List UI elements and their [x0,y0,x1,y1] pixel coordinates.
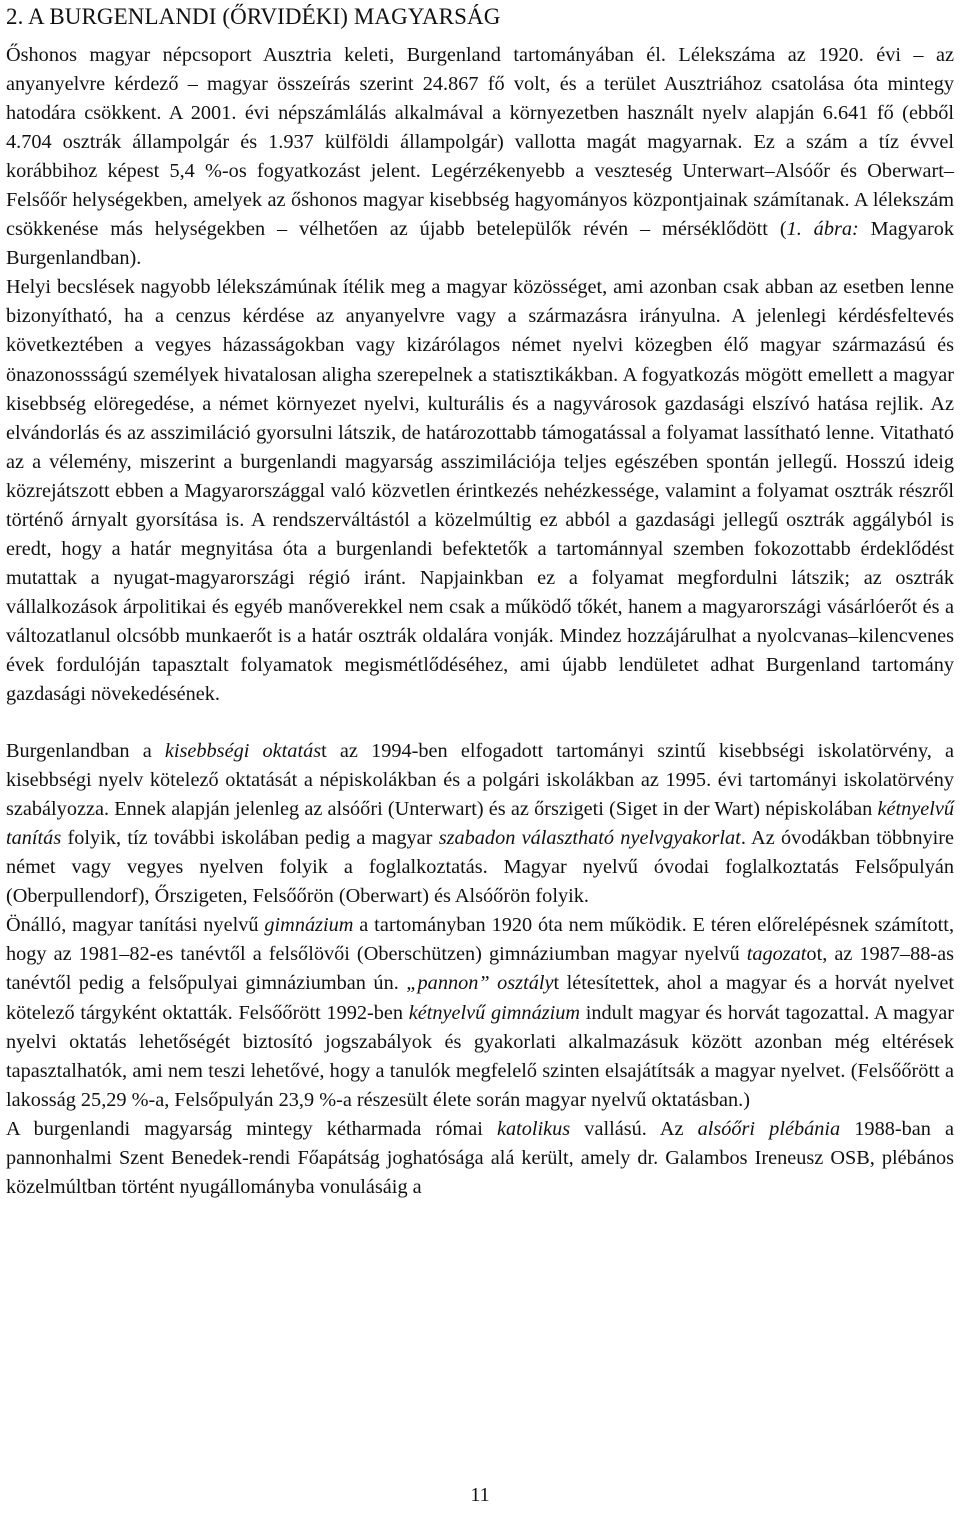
paragraph-religion [6,1115,954,1202]
italic-text-run: kétnyelvű gimnázium [408,1001,581,1024]
text-run: Magyarok Burgenlandban). [6,218,955,270]
italic-text-run: katolikus [496,1117,571,1140]
text-run: vallású. Az [570,1117,698,1140]
italic-text-run: tagozat [746,943,807,966]
document-page [6,0,954,1202]
text-run: 1988-ban a pannonhalmi Szent Benedek-rendi Főapátság joghatósága alá került, amely dr. Galambos Ireneusz OSB, plébános közelmúltban történt nyugállományba vonulásáig a [6,1117,955,1198]
paragraph-assimilation [6,273,954,709]
italic-text-run: kisebbségi oktatás [164,740,322,763]
text-run: t létesítettek, ahol a magyar és a horvát nyelvet kötelező tárgyként oktatták. Felsőőrött 1992-ben [6,972,954,1024]
text-run: a tartományban 1920 óta nem működik. E téren előrelépésnek számított, hogy az 1981–82-es tanévtől a felsőlövői (Oberschützen) gimnáziumban magyar nyelvű [6,914,955,966]
italic-text-run: gimnázium [264,914,354,937]
text-run: indult magyar és horvát tagozattal. A magyar nyelvi oktatás lehetőségét biztosító jogszabályok és gyakorlati alkalmazásuk között azonban még eltérések tapasztalhatók, ami nem teszi lehetővé, hogy a tanulók megfelelő szinten elsajátítsák a magyar nyelvet. (Felsőőrött a lakosság 25,29 %-a, Felsőpulyán 23,9 %-a részesült élete során magyar nyelvű oktatásban.) [6,1001,954,1111]
paragraph-gap [6,709,954,737]
text-run: . Az óvodákban többnyire német vagy vegyes nyelven folyik a foglalkoztatás. Magyar nyelvű óvodai foglalkoztatás Felsőpulyán (Oberpullendorf), Őrszigeten, Felsőőrön (Oberwart) és Alsóőrön folyik. [6,827,954,908]
text-run: A burgenlandi magyarság mintegy kétharmada római [6,1117,497,1140]
text-run: Burgenlandban a [6,740,165,763]
paragraph-minority-education [6,737,954,911]
text-run: ot, az 1987–88-as tanévtől pedig a felsőpulyai gimnáziumban ún. [6,943,955,995]
italic-text-run: szabadon választható nyelvgyakorlat [438,827,741,850]
paragraph-gymnasium [6,911,954,1114]
italic-text-run: 1. ábra: [786,218,859,241]
section-heading: 2. A BURGENLANDI (ŐRVIDÉKI) MAGYARSÁG [6,4,501,29]
text-run: Önálló, magyar tanítási nyelvű [6,914,265,937]
italic-text-run: alsóőri plébánia [697,1117,841,1140]
text-run: Helyi becslések nagyobb lélekszámúnak ítélik meg a magyar közösséget, ami azonban csak abban az esetben lenne bizonyítható, ha a cenzus kérdése az anyanyelvre vagy a származásra irányulna. A jelenlegi kérdésfeltevés következtében a vegyes házasságokban vagy kizárólagos német nyelvi közegben élő magyar származású és önazonossságú személyek hivatalosan aligha szerepelnek a statisztikákban. A fogyatkozás mögött emellett a magyar kisebbség elöregedése, a német környezet nyelvi, kulturális és a nagyvárosok gazdasági elszívó hatása rejlik. Az elvándorlás és az asszimiláció gyorsulni látszik, de határozottabb támogatással a folyamat lassítható lenne. Vitatható az a vélemény, miszerint a burgenlandi magyarság asszimilációja teljes egészében spontán jellegű. Hosszú ideig közrejátszott ebben a Magyarországgal való közvetlen érintkezés nehézkessége, valamint a folyamat osztrák részről történő árnyalt gyorsítása is. A rendszerváltástól a közelmúltig ez abból a gazdasági jellegű osztrák aggályból is eredt, hogy a határ megnyitása óta a burgenlandi befektetők a tartománnyal szemben fokozottabb érdeklődést mutattak a nyugat-magyarországi régió iránt. Napjainkban ez a folyamat megfordulni látszik; az osztrák vállalkozások árpolitikai és egyéb manőverekkel nem csak a működő tőkét, hanem a magyarországi vásárlóerőt és a változatlanul olcsóbb munkaerőt is a határ osztrák oldalára vonják. Mindez hozzájárulhat a nyolcvanas–kilencvenes évek fordulóján tapasztalt folyamatok megismétlődéséhez, ami újabb lendületet adhat Burgenland tartomány gazdasági növekedésének. [6,276,954,706]
text-run: folyik, tíz további iskolában pedig a magyar [61,827,439,850]
text-run: Őshonos magyar népcsoport Ausztria keleti, Burgenland tartományában él. Lélekszáma az 1920. évi – az anyanyelvre kérdező – magyar összeírás szerint 24.867 fő volt, és a terület Ausztriához csatolása óta mintegy hatodára csökkent. A 2001. évi népszámlálás alkalmával a környezetben használt nyelv alapján 6.641 fő (ebből 4.704 osztrák állampolgár és 1.937 külföldi állampolgár) vallotta magát magyarnak. Ez a szám a tíz évvel korábbihoz képest 5,4 %-os fogyatkozást jelent. Legérzékenyebb a veszteség Unterwart–Alsóőr és Oberwart–Felsőőr helységekben, amelyek az őshonos magyar kisebbség hagyományos központjainak számítanak. A lélekszám csökkenése más helységekben – vélhetően az újabb betelepülők révén – mérséklődött ( [6,44,954,241]
paragraph-population [6,41,954,273]
page-number: 11 [470,1484,490,1506]
italic-text-run: kétnyelvű tanítás [6,798,954,850]
italic-text-run: „pannon” osztály [406,972,554,995]
text-run: t az 1994-ben elfogadott tartományi szintű kisebbségi iskolatörvény, a kisebbségi nyelv kötelező oktatását a népiskolákban és a polgári iskolákban az 1995. évi tartományi iskolatörvény szabályozza. Ennek alapján jelenleg az alsóőri (Unterwart) és az őrszigeti (Siget in der Wart) népiskolában [6,740,954,821]
